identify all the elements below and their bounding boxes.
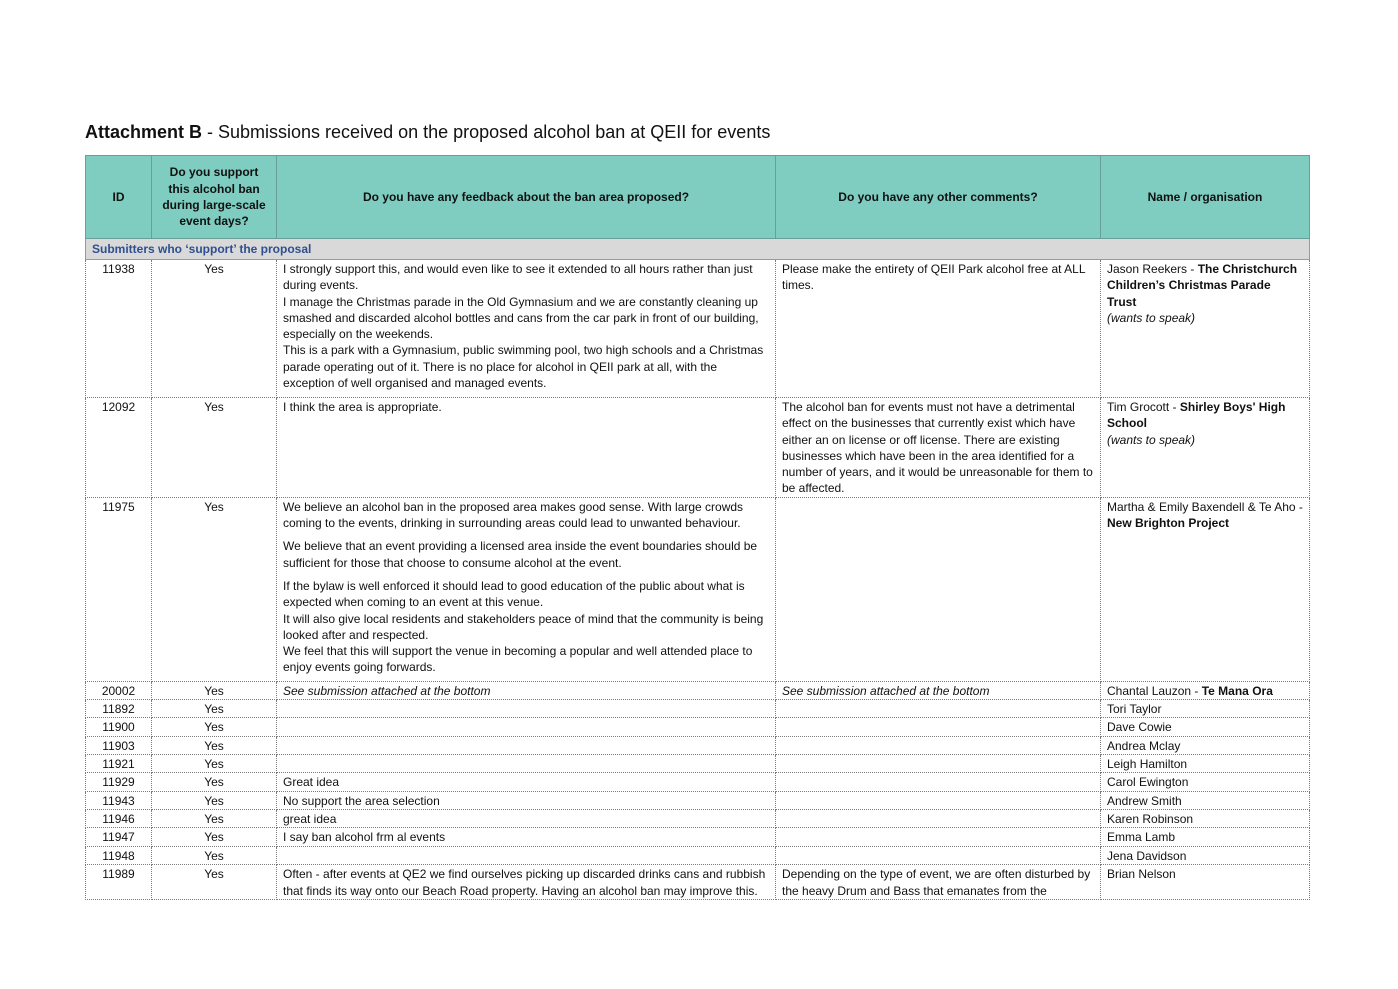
col-header-comments: Do you have any other comments? <box>776 156 1101 239</box>
cell-support: Yes <box>152 754 277 772</box>
cell-feedback <box>277 754 776 772</box>
feedback-paragraph: We believe that an event providing a licensed area inside the event boundaries should be sufficient for those that choose to consume alcohol at the event. <box>283 539 758 570</box>
cell-feedback: great idea <box>277 809 776 827</box>
cell-id: 11943 <box>86 791 152 809</box>
submitter-note: (wants to speak) <box>1107 432 1196 447</box>
feedback-line: If the bylaw is well enforced it should lead to good education of the public about what is expected when coming to an event at this venue. <box>283 578 745 610</box>
cell-name: Karen Robinson <box>1101 809 1310 827</box>
cell-comments <box>776 773 1101 791</box>
cell-id: 11938 <box>86 260 152 398</box>
cell-comments <box>776 497 1101 681</box>
heading-title: - Submissions received on the proposed alcohol ban at QEII for events <box>202 122 771 142</box>
cell-comments: See submission attached at the bottom <box>776 681 1101 699</box>
section-row <box>86 239 1310 260</box>
cell-feedback <box>277 847 776 865</box>
table-header-row <box>86 156 1310 239</box>
cell-id: 11921 <box>86 754 152 772</box>
cell-support: Yes <box>152 497 277 681</box>
feedback-line: This is a park with a Gymnasium, public swimming pool, two high schools and a Christmas parade operating out of it. There is no place for alcohol in QEII park at all, with the exception of well organised and managed events. <box>283 343 764 391</box>
cell-name <box>1101 260 1310 398</box>
cell-name <box>1101 398 1310 498</box>
cell-feedback: I say ban alcohol frm al events <box>277 828 776 847</box>
cell-feedback: I think the area is appropriate. <box>277 398 776 498</box>
cell-support: Yes <box>152 791 277 809</box>
submissions-table <box>85 155 1310 900</box>
submitter-org: Shirley Boys' High School <box>1107 400 1286 431</box>
cell-id: 11989 <box>86 865 152 900</box>
section-label: Submitters who ‘support’ the proposal <box>86 239 1310 260</box>
cell-id: 11892 <box>86 700 152 718</box>
cell-comments <box>776 754 1101 772</box>
cell-id: 11900 <box>86 718 152 736</box>
cell-id: 12092 <box>86 398 152 498</box>
submitter-name: Tim Grocott - <box>1107 400 1180 414</box>
cell-name: Jena Davidson <box>1101 847 1310 865</box>
cell-id: 20002 <box>86 681 152 699</box>
cell-feedback <box>277 736 776 754</box>
feedback-paragraph <box>283 578 769 676</box>
cell-support: Yes <box>152 718 277 736</box>
cell-feedback <box>277 700 776 718</box>
feedback-line: We feel that this will support the venue in becoming a popular and well attended place to enjoy events going forwards. <box>283 644 753 675</box>
cell-support: Yes <box>152 828 277 847</box>
table-row <box>86 847 1310 865</box>
cell-support: Yes <box>152 809 277 827</box>
cell-id: 11929 <box>86 773 152 791</box>
cell-support: Yes <box>152 260 277 398</box>
table-row <box>86 791 1310 809</box>
table-row <box>86 828 1310 847</box>
cell-feedback: Often - after events at QE2 we find ourselves picking up discarded drinks cans and rubbish that finds its way onto our Beach Road property. Having an alcohol ban may improve this. <box>277 865 776 900</box>
submitter-org: Te Mana Ora <box>1201 683 1273 698</box>
cell-feedback: No support the area selection <box>277 791 776 809</box>
table-row <box>86 260 1310 398</box>
cell-comments <box>776 736 1101 754</box>
cell-support: Yes <box>152 847 277 865</box>
table-row <box>86 700 1310 718</box>
cell-id: 11948 <box>86 847 152 865</box>
page-heading <box>85 121 770 143</box>
cell-name <box>1101 497 1310 681</box>
col-header-feedback: Do you have any feedback about the ban area proposed? <box>277 156 776 239</box>
cell-comments <box>776 791 1101 809</box>
cell-support: Yes <box>152 700 277 718</box>
feedback-line: It will also give local residents and stakeholders peace of mind that the community is being looked after and respected. <box>283 611 764 642</box>
table-row <box>86 497 1310 681</box>
cell-comments <box>776 828 1101 847</box>
cell-comments <box>776 809 1101 827</box>
cell-feedback: See submission attached at the bottom <box>277 681 776 699</box>
cell-comments <box>776 700 1101 718</box>
submitter-name: Chantal Lauzon - <box>1107 683 1202 698</box>
table-row <box>86 773 1310 791</box>
cell-id: 11903 <box>86 736 152 754</box>
cell-id: 11975 <box>86 497 152 681</box>
cell-feedback <box>277 260 776 398</box>
cell-support: Yes <box>152 773 277 791</box>
submitter-org: New Brighton Project <box>1107 516 1230 531</box>
table-row <box>86 718 1310 736</box>
cell-comments: Please make the entirety of QEII Park alcohol free at ALL times. <box>776 260 1101 398</box>
cell-name: Leigh Hamilton <box>1101 754 1310 772</box>
submitter-name: Jason Reekers - <box>1107 262 1198 276</box>
cell-comments: The alcohol ban for events must not have a detrimental effect on the businesses that currently exist which have either an on license or off license. There are existing businesses which have been in the area identified for a number of years, and it would be unreasonable for them to be affected. <box>776 398 1101 498</box>
cell-support: Yes <box>152 681 277 699</box>
cell-feedback <box>277 497 776 681</box>
cell-comments <box>776 847 1101 865</box>
col-header-name: Name / organisation <box>1101 156 1310 239</box>
cell-feedback: Great idea <box>277 773 776 791</box>
feedback-line: I manage the Christmas parade in the Old Gymnasium and we are constantly cleaning up smashed and discarded alcohol bottles and cans from the car park in front of our building, especially on the weekends. <box>283 294 759 342</box>
cell-support: Yes <box>152 398 277 498</box>
cell-name: Andrea Mclay <box>1101 736 1310 754</box>
col-header-id: ID <box>86 156 152 239</box>
cell-name: Dave Cowie <box>1101 718 1310 736</box>
cell-name <box>1101 681 1310 699</box>
cell-comments: Depending on the type of event, we are often disturbed by the heavy Drum and Bass that emanates from the <box>776 865 1101 900</box>
table-row <box>86 809 1310 827</box>
heading-label: Attachment B <box>85 122 203 142</box>
submitter-note: (wants to speak) <box>1107 310 1196 325</box>
table-row <box>86 865 1310 900</box>
feedback-line: I strongly support this, and would even like to see it extended to all hours rather than just during events. <box>283 262 753 293</box>
table-row <box>86 681 1310 699</box>
cell-feedback <box>277 718 776 736</box>
cell-id: 11947 <box>86 828 152 847</box>
cell-name: Brian Nelson <box>1101 865 1310 900</box>
submitter-name: Martha & Emily Baxendell & Te Aho - <box>1107 499 1303 514</box>
cell-name: Tori Taylor <box>1101 700 1310 718</box>
cell-support: Yes <box>152 736 277 754</box>
table-row <box>86 754 1310 772</box>
cell-name: Carol Ewington <box>1101 773 1310 791</box>
feedback-paragraph: We believe an alcohol ban in the proposed area makes good sense. With large crowds coming to the events, drinking in surrounding areas could lead to unwanted behaviour. <box>283 499 744 531</box>
cell-name: Andrew Smith <box>1101 791 1310 809</box>
cell-comments <box>776 718 1101 736</box>
cell-support: Yes <box>152 865 277 900</box>
submitter-org: The Christchurch Children’s Christmas Parade Trust <box>1107 262 1298 309</box>
cell-id: 11946 <box>86 809 152 827</box>
table-row <box>86 398 1310 498</box>
table-row <box>86 736 1310 754</box>
cell-name: Emma Lamb <box>1101 828 1310 847</box>
col-header-support: Do you support this alcohol ban during large-scale event days? <box>152 156 277 239</box>
